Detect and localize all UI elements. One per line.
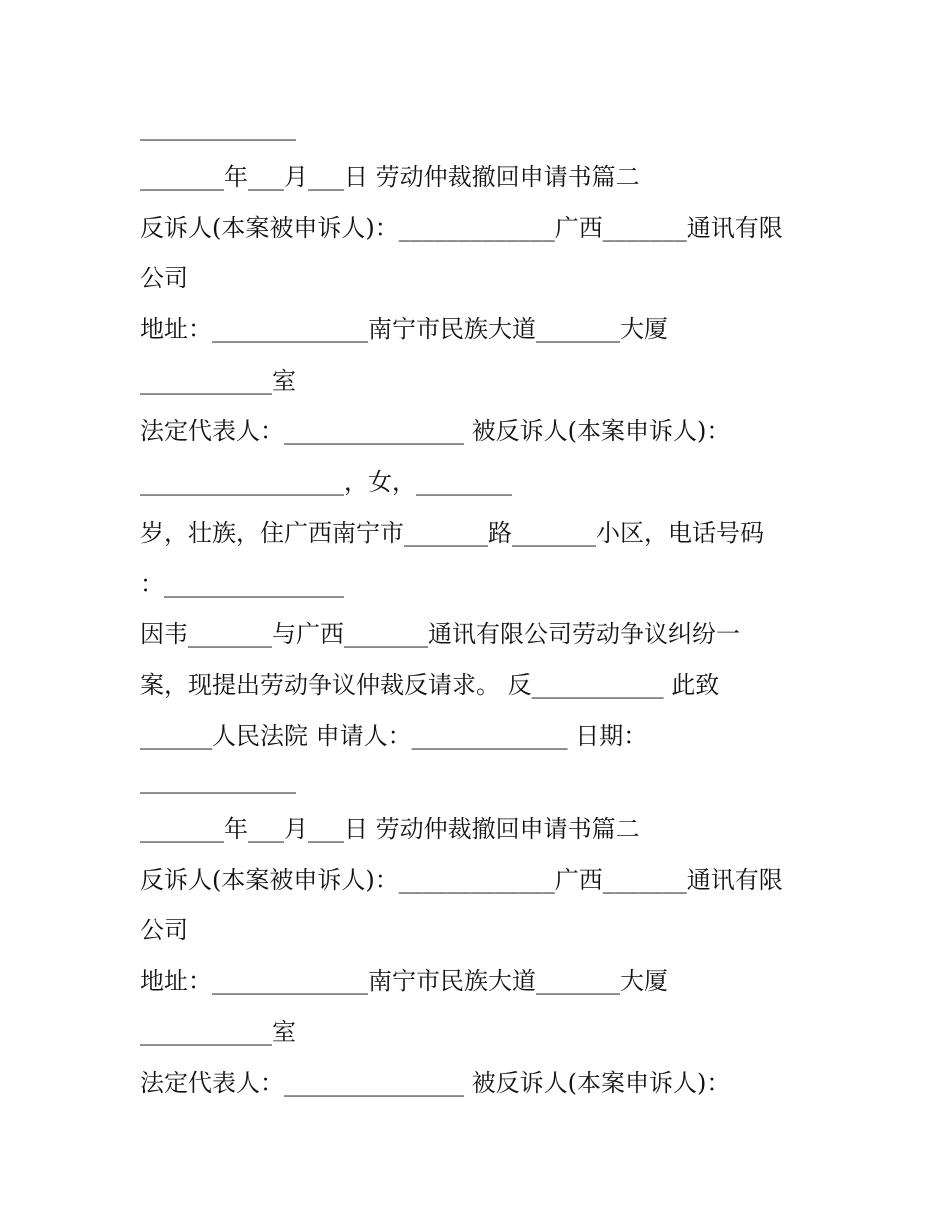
text-line: 公司	[140, 264, 188, 292]
text-line: 案，现提出劳动争议仲裁反请求。 反___________ 此致	[140, 671, 720, 699]
text-line: _______年___月___日 劳动仲裁撤回申请书篇二	[140, 815, 640, 843]
text-line: _________________，女，________	[140, 468, 512, 496]
text-line: 地址：_____________南宁市民族大道_______大厦	[140, 315, 668, 343]
text-line: ___________室	[140, 367, 296, 395]
text-line: _____________	[140, 113, 296, 141]
text-line: 反诉人(本案被申诉人)：_____________广西_______通讯有限	[140, 214, 783, 242]
text-line: _______年___月___日 劳动仲裁撤回申请书篇二	[140, 163, 640, 191]
text-line: _____________	[140, 766, 296, 794]
text-line: 地址：_____________南宁市民族大道_______大厦	[140, 967, 668, 995]
text-line: 法定代表人：_______________ 被反诉人(本案申诉人)：	[140, 1069, 731, 1097]
text-line: 公司	[140, 916, 188, 944]
text-line: 反诉人(本案被申诉人)：_____________广西_______通讯有限	[140, 866, 783, 894]
text-line: ______人民法院 申请人：_____________ 日期：	[140, 722, 648, 750]
text-line: 岁，壮族，住广西南宁市_______路_______小区，电话号码	[140, 519, 764, 547]
text-line: ___________室	[140, 1018, 296, 1046]
text-line: ：_______________	[140, 570, 344, 598]
text-line: 法定代表人：_______________ 被反诉人(本案申诉人)：	[140, 417, 731, 445]
text-line: 因韦_______与广西_______通讯有限公司劳动争议纠纷一	[140, 620, 740, 648]
